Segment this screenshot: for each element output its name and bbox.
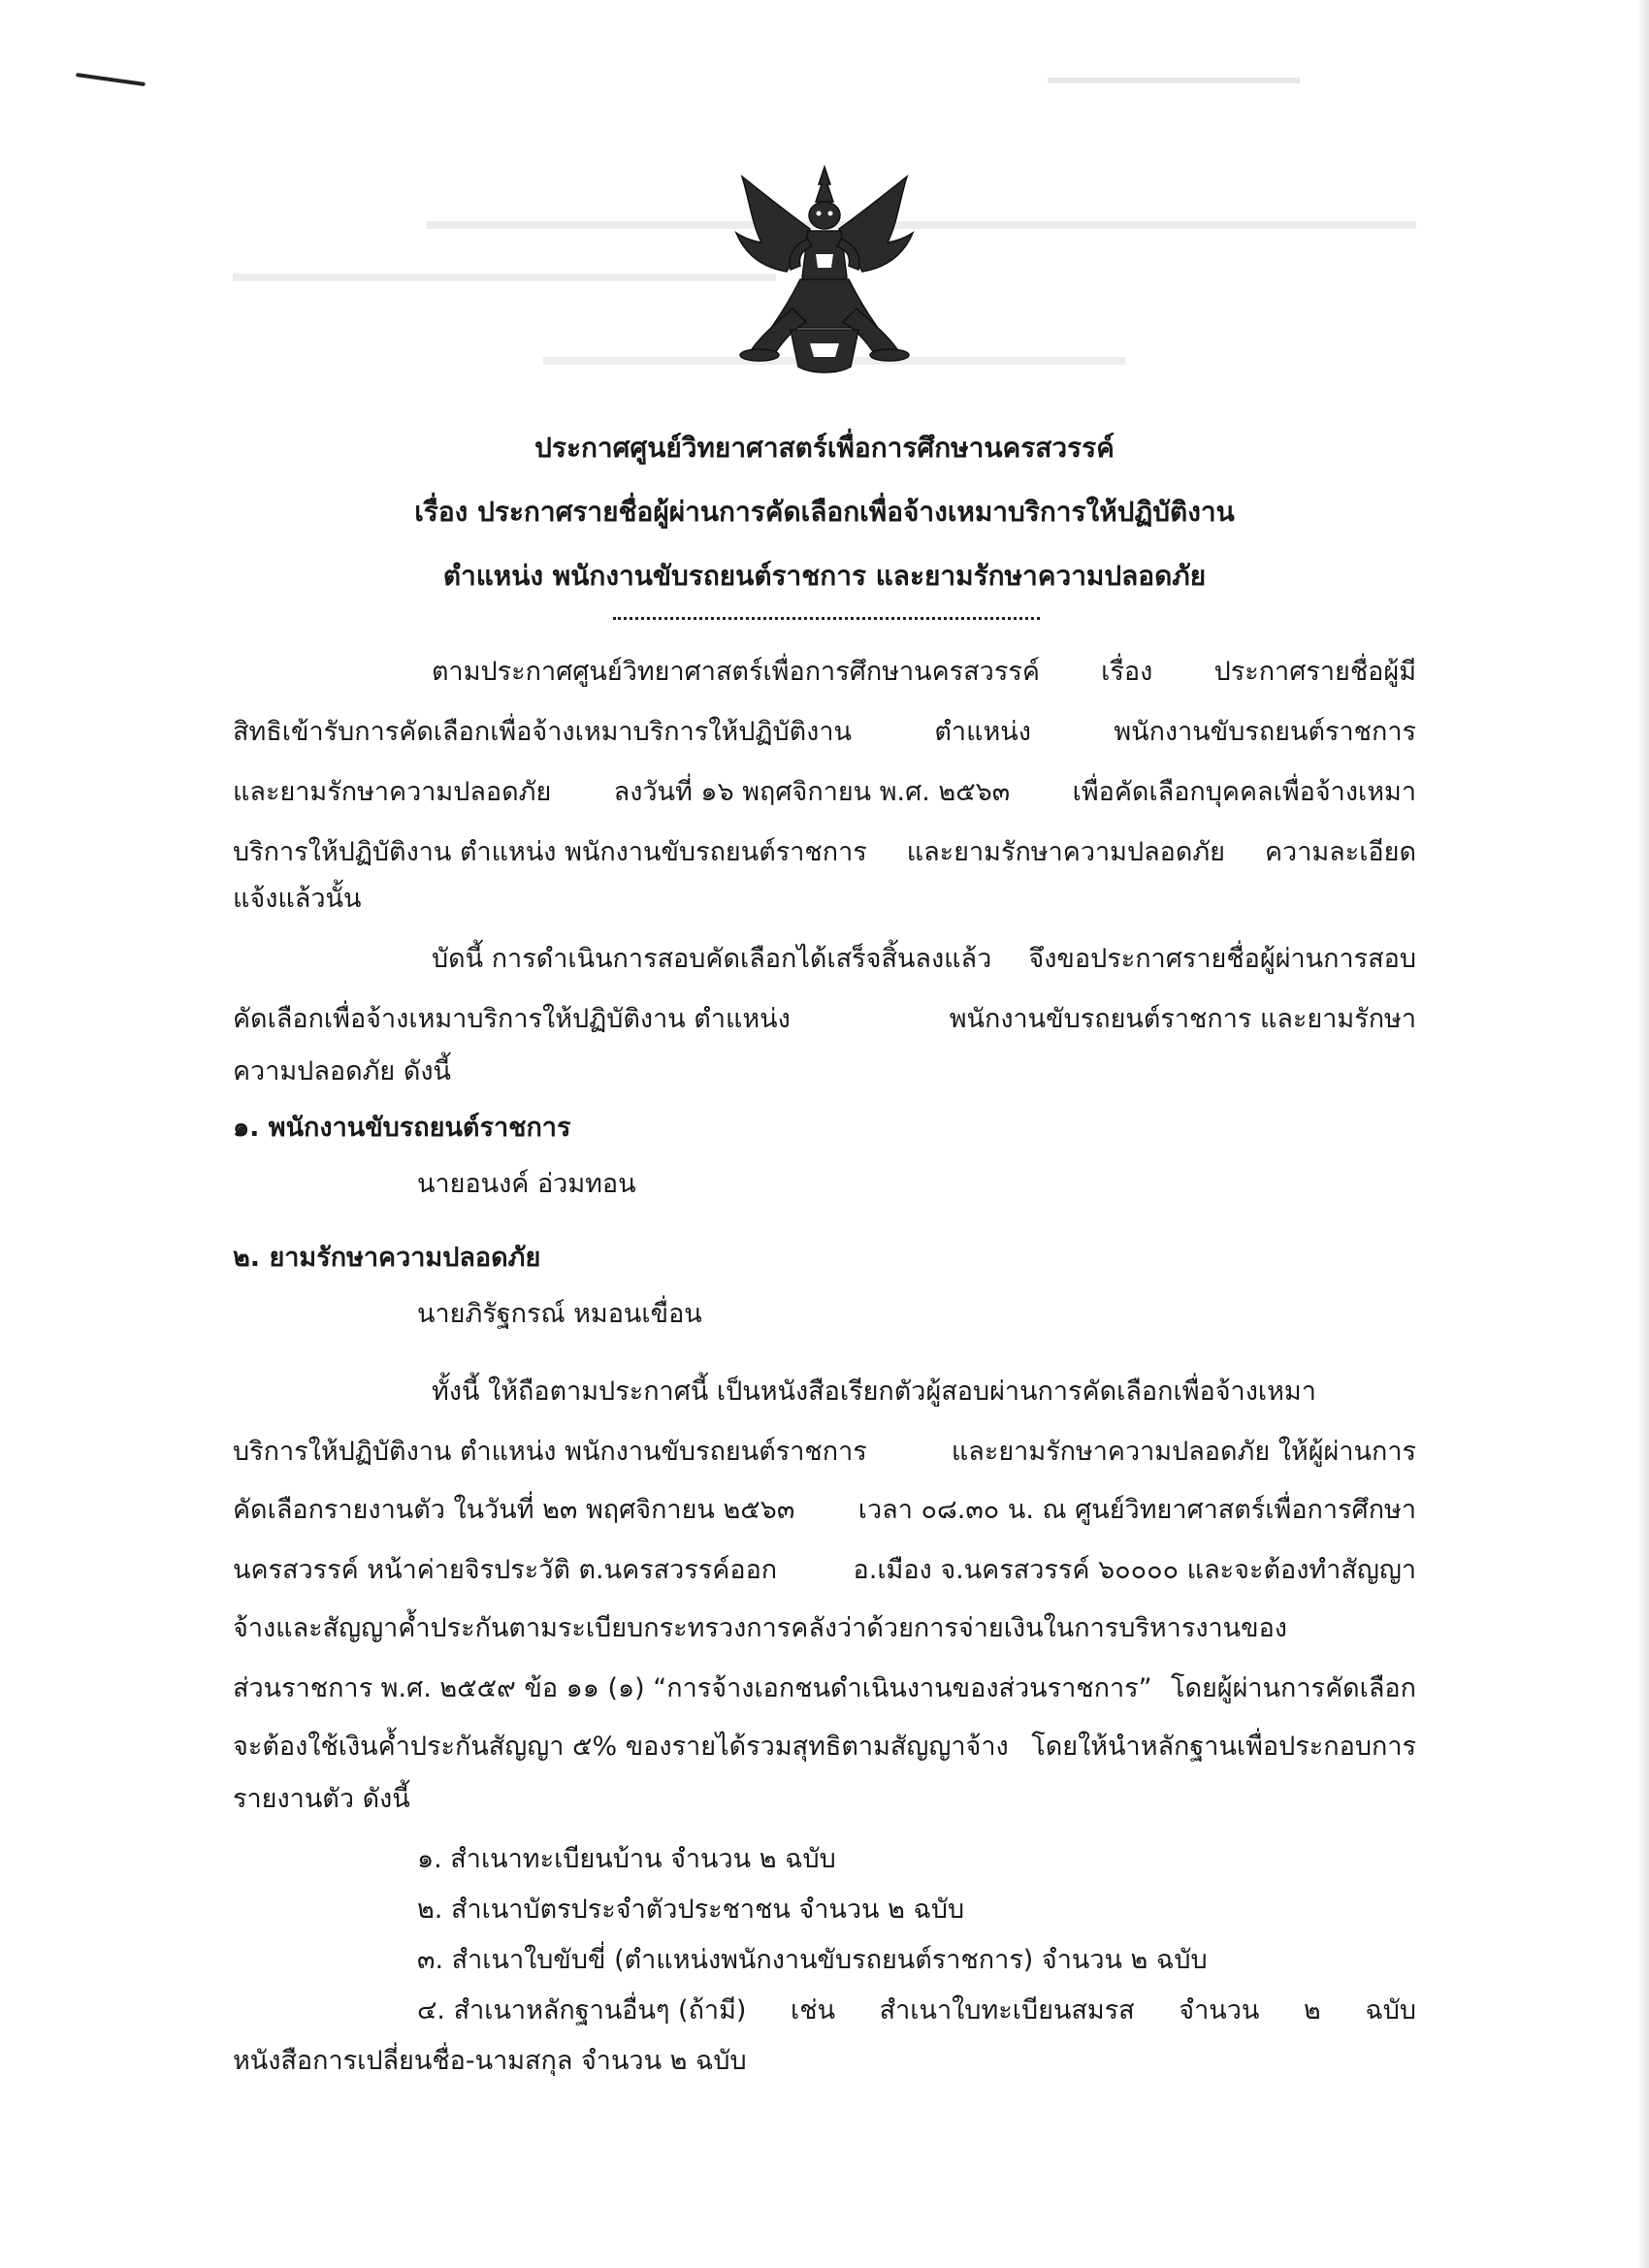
text-segment: เวลา ๐๘.๓๐ น. ณ ศูนย์วิทยาศาสตร์เพื่อการศึกษา — [857, 1495, 1416, 1525]
scan-edge-shadow — [1639, 0, 1649, 2268]
announcement-title: ประกาศศูนย์วิทยาศาสตร์เพื่อการศึกษานครสวรรค์ — [534, 432, 1115, 464]
paragraph-1-line-5: แจ้งแล้วนั้น — [233, 884, 362, 914]
document-item-4-continued: หนังสือการเปลี่ยนชื่อ-นามสกุล จำนวน ๒ ฉบับ — [233, 2046, 747, 2076]
document-item-1: ๑. สำเนาทะเบียนบ้าน จำนวน ๒ ฉบับ — [417, 1844, 836, 1874]
text-segment: ตำแหน่ง — [934, 717, 1031, 747]
text-segment: ส่วนราชการ พ.ศ. ๒๕๕๙ ข้อ ๑๑ (๑) “การจ้างเอกชนดำเนินงานของส่วนราชการ” — [233, 1673, 1152, 1703]
text-segment: ฉบับ — [1365, 1995, 1416, 2025]
paragraph-1-line-1 — [432, 650, 1416, 692]
text-segment: โดยผู้ผ่านการคัดเลือก — [1170, 1673, 1416, 1703]
text-segment: บัดนี้ การดำเนินการสอบคัดเลือกได้เสร็จสิ้นลงแล้ว — [432, 944, 992, 974]
text-segment: และยามรักษาความปลอดภัย — [906, 837, 1225, 867]
text-segment: ประกาศรายชื่อผู้มี — [1213, 657, 1416, 687]
stray-pen-mark — [76, 73, 146, 86]
document-item-4 — [417, 1989, 1416, 2030]
text-segment: นครสวรรค์ หน้าค่ายจิรประวัติ ต.นครสวรรค์ออก — [233, 1555, 778, 1585]
text-segment: ทั้งนี้ ให้ถือตามประกาศนี้ เป็นหนังสือเรียกตัวผู้สอบผ่านการคัดเลือกเพื่อจ้างเหมา — [432, 1377, 1316, 1407]
document-item-2: ๒. สำเนาบัตรประจำตัวประชาชน จำนวน ๒ ฉบับ — [417, 1895, 965, 1925]
text-segment: บริการให้ปฏิบัติงาน ตำแหน่ง พนักงานขับรถยนต์ราชการ — [233, 837, 867, 867]
paragraph-3-line-7 — [233, 1725, 1416, 1766]
text-segment: พนักงานขับรถยนต์ราชการ — [1114, 717, 1416, 747]
bleed-through-line — [1048, 78, 1300, 83]
dotted-separator — [613, 617, 1040, 620]
paragraph-3-line-3 — [233, 1488, 1416, 1530]
text-segment: คัดเลือกรายงานตัว ในวันที่ ๒๓ พฤศจิกายน ๒๕๖๓ — [233, 1495, 795, 1525]
section-2-name: นายภิรัฐกรณ์ หมอนเขื่อน — [417, 1299, 702, 1329]
text-segment: จะต้องใช้เงินค้ำประกันสัญญา ๕% ของรายได้รวมสุทธิตามสัญญาจ้าง — [233, 1732, 1009, 1762]
garuda-emblem — [732, 163, 917, 376]
paragraph-1-line-3 — [233, 770, 1416, 812]
paragraph-3-line-8: รายงานตัว ดังนี้ — [233, 1784, 410, 1814]
text-segment: พนักงานขับรถยนต์ราชการ และยามรักษา — [949, 1004, 1416, 1034]
text-segment: ตามประกาศศูนย์วิทยาศาสตร์เพื่อการศึกษานครสวรรค์ — [432, 657, 1040, 687]
text-segment: จึงขอประกาศรายชื่อผู้ผ่านการสอบ — [1028, 944, 1416, 974]
text-segment: เพื่อคัดเลือกบุคคลเพื่อจ้างเหมา — [1072, 777, 1416, 807]
text-segment: และยามรักษาความปลอดภัย — [233, 777, 552, 807]
text-segment: ลงวันที่ ๑๖ พฤศจิกายน พ.ศ. ๒๕๖๓ — [613, 777, 1011, 807]
text-segment: และยามรักษาความปลอดภัย ให้ผู้ผ่านการ — [951, 1437, 1416, 1467]
paragraph-2-line-1 — [432, 937, 1416, 979]
paragraph-3-line-5 — [233, 1606, 1416, 1648]
paragraph-3-line-4 — [233, 1548, 1416, 1590]
bleed-through-line — [233, 274, 776, 281]
text-segment: เรื่อง — [1101, 657, 1153, 687]
announcement-positions: ตำแหน่ง พนักงานขับรถยนต์ราชการ และยามรักษาความปลอดภัย — [442, 560, 1207, 592]
text-segment: บริการให้ปฏิบัติงาน ตำแหน่ง พนักงานขับรถยนต์ราชการ — [233, 1437, 867, 1467]
paragraph-2-line-3: ความปลอดภัย ดังนี้ — [233, 1056, 451, 1086]
text-segment: จ้างและสัญญาค้ำประกันตามระเบียบกระทรวงการคลังว่าด้วยการจ่ายเงินในการบริหารงานของ — [233, 1613, 1287, 1643]
text-segment: อ.เมือง จ.นครสวรรค์ ๖๐๐๐๐ และจะต้องทำสัญญา — [853, 1555, 1416, 1585]
text-segment: โดยให้นำหลักฐานเพื่อประกอบการ — [1031, 1732, 1416, 1762]
text-segment: ๒ — [1303, 1995, 1321, 2025]
text-segment: สำเนาใบทะเบียนสมรส — [879, 1995, 1135, 2025]
paragraph-1-line-4 — [233, 830, 1416, 872]
section-2-heading: ๒. ยามรักษาความปลอดภัย — [233, 1243, 541, 1273]
paragraph-3-line-2 — [233, 1430, 1416, 1472]
announcement-subject: เรื่อง ประกาศรายชื่อผู้ผ่านการคัดเลือกเพื่อจ้างเหมาบริการให้ปฏิบัติงาน — [414, 496, 1235, 528]
text-segment: เช่น — [791, 1995, 836, 2025]
paragraph-3-line-1 — [432, 1370, 1416, 1411]
section-1-heading: ๑. พนักงานขับรถยนต์ราชการ — [233, 1113, 571, 1143]
text-segment: สิทธิเข้ารับการคัดเลือกเพื่อจ้างเหมาบริการให้ปฏิบัติงาน — [233, 717, 852, 747]
bleed-through-line — [427, 221, 1416, 229]
paragraph-1-line-2 — [233, 710, 1416, 752]
text-segment: คัดเลือกเพื่อจ้างเหมาบริการให้ปฏิบัติงาน ตำแหน่ง — [233, 1004, 791, 1034]
section-1-name: นายอนงค์ อ่วมทอน — [417, 1169, 636, 1199]
text-segment: ความละเอียด — [1264, 837, 1416, 867]
text-segment: ๔. สำเนาหลักฐานอื่นๆ (ถ้ามี) — [417, 1995, 747, 2025]
document-item-3: ๓. สำเนาใบขับขี่ (ตำแหน่งพนักงานขับรถยนต์ราชการ) จำนวน ๒ ฉบับ — [417, 1945, 1208, 1975]
text-segment: จำนวน — [1179, 1995, 1260, 2025]
paragraph-2-line-2 — [233, 997, 1416, 1039]
paragraph-3-line-6 — [233, 1667, 1416, 1708]
